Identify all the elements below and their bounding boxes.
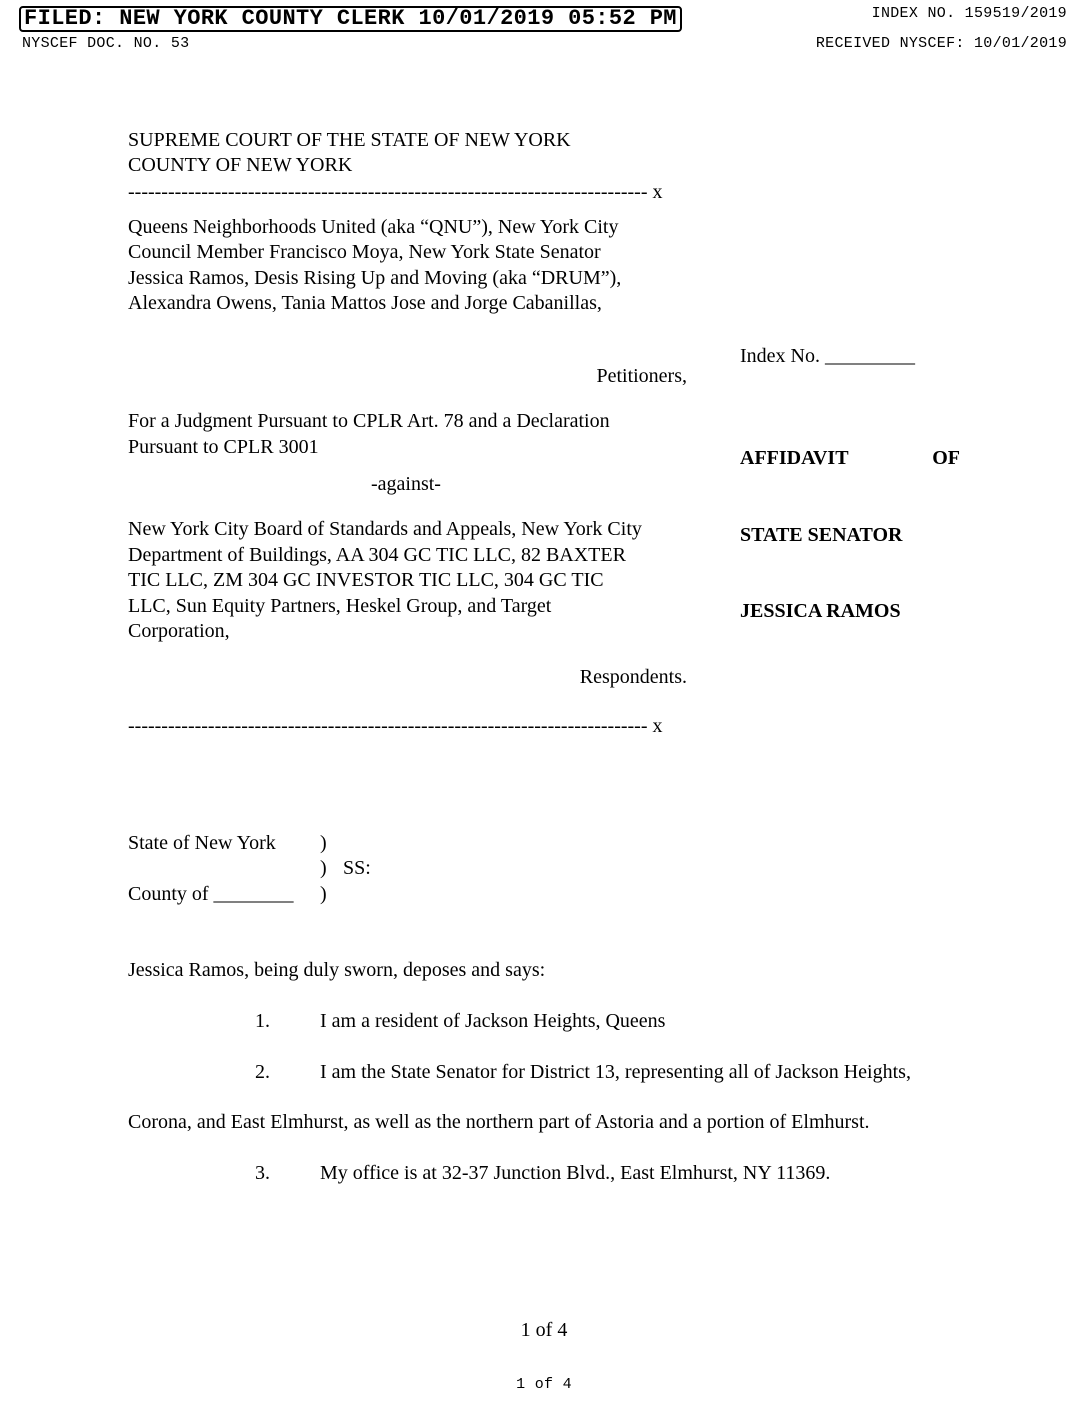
venue-state: State of New York — [128, 832, 276, 854]
venue-paren: ) — [320, 857, 327, 879]
respondents-line: Corporation, — [128, 620, 230, 642]
respondents-line: New York City Board of Standards and Appeals, New York City — [128, 518, 642, 540]
affidavit-title-of: OF — [932, 447, 960, 469]
document-number: NYSCEF DOC. NO. 53 — [22, 35, 190, 52]
affidavit-title-line2: STATE SENATOR — [740, 523, 903, 546]
page-number: 1 of 4 — [520, 1319, 568, 1341]
paragraph-number: 3. — [255, 1162, 270, 1184]
respondents-line: LLC, Sun Equity Partners, Heskel Group, and Target — [128, 595, 552, 617]
petitioners-line: Alexandra Owens, Tania Mattos Jose and Jorge Cabanillas, — [128, 292, 602, 314]
petitioners-line: Council Member Francisco Moya, New York State Senator — [128, 241, 601, 263]
index-number-header: INDEX NO. 159519/2019 — [871, 5, 1067, 22]
affidavit-title — [740, 395, 960, 650]
petitioners-line: Queens Neighborhoods United (aka “QNU”), New York City — [128, 216, 619, 238]
venue-paren: ) — [320, 832, 327, 854]
caption-divider-top: ------------------------------------------------------------------------------ x — [128, 181, 663, 203]
paragraph-number: 1. — [255, 1010, 270, 1032]
affidavit-intro: Jessica Ramos, being duly sworn, deposes and says: — [128, 959, 546, 981]
respondents-line: TIC LLC, ZM 304 GC INVESTOR TIC LLC, 304 GC TIC — [128, 569, 604, 591]
affidavit-title-word: AFFIDAVIT — [740, 447, 849, 469]
affidavit-title-line3: JESSICA RAMOS — [740, 600, 901, 622]
court-name-line1: SUPREME COURT OF THE STATE OF NEW YORK — [128, 129, 571, 151]
page-number-stamp: 1 of 4 — [516, 1376, 572, 1393]
received-date: RECEIVED NYSCEF: 10/01/2019 — [815, 35, 1067, 52]
venue-ss: SS: — [343, 857, 371, 879]
caption-divider-bottom: ------------------------------------------------------------------------------ x — [128, 715, 663, 737]
venue-county: County of ________ — [128, 883, 294, 905]
respondents-line: Department of Buildings, AA 304 GC TIC LLC, 82 BAXTER — [128, 544, 626, 566]
filed-stamp: FILED: NEW YORK COUNTY CLERK 10/01/2019 05:52 PM — [19, 6, 682, 32]
paragraph-text: My office is at 32-37 Junction Blvd., East Elmhurst, NY 11369. — [320, 1162, 831, 1184]
paragraph-number: 2. — [255, 1061, 270, 1083]
judgment-line: For a Judgment Pursuant to CPLR Art. 78 and a Declaration — [128, 410, 610, 432]
petitioners-line: Jessica Ramos, Desis Rising Up and Moving (aka “DRUM”), — [128, 267, 622, 289]
paragraph-text: I am a resident of Jackson Heights, Queens — [320, 1010, 666, 1032]
court-name-line2: COUNTY OF NEW YORK — [128, 154, 353, 176]
index-number-field: Index No. _________ — [740, 345, 915, 367]
paragraph-text: I am the State Senator for District 13, representing all of Jackson Heights, — [320, 1061, 911, 1083]
against-label: -against- — [371, 473, 441, 495]
petitioners-label: Petitioners, — [596, 365, 687, 387]
respondents-label: Respondents. — [579, 666, 687, 688]
paragraph-continuation: Corona, and East Elmhurst, as well as the northern part of Astoria and a portion of Elmhurst. — [128, 1111, 870, 1133]
judgment-line: Pursuant to CPLR 3001 — [128, 436, 319, 458]
venue-paren: ) — [320, 883, 327, 905]
